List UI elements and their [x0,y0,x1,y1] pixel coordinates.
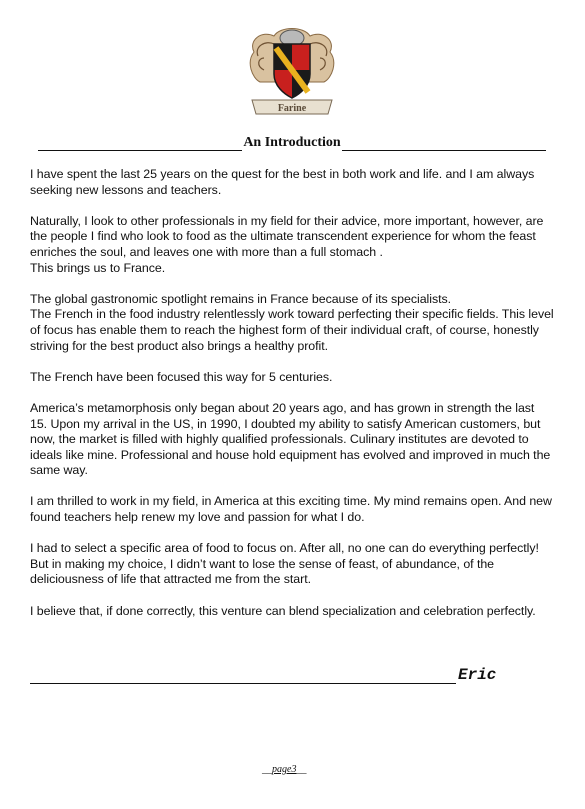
paragraph: I believe that, if done correctly, this venture can blend specialization and celebration perfectly. [30,603,536,618]
signature-name: Eric [458,666,497,684]
paragraph: The global gastronomic spotlight remains in France because of its specialists. The French in the food industry relentlessly work toward perfecting their specific fields. This level of focus has enable them to reach the highest form of their individual craft, of course, honestly striving for the best product also brings a healthy profit. [30,291,554,353]
signature-row [30,664,510,684]
paragraph: The French have been focused this way for 5 centuries. [30,369,333,384]
crest-banner-text: Farine [277,103,307,114]
heading-row [38,133,546,151]
introduction-body [30,167,554,635]
signature-line [30,666,456,684]
farine-crest-logo [244,22,340,118]
paragraph: Naturally, I look to other professionals in my field for their advice, more important, however, are the people I find who look to food as the ultimate transcendent experience for whom the feast enriches the soul, and leaves one with more than a full stomach . This brings us to France. [30,213,544,275]
paragraph: America’s metamorphosis only began about 20 years ago, and has grown in strength the last 15. Upon my arrival in the US, in 1990, I doubted my ability to satisfy American customers, but now, the market is filled with highly qualified professionals. Culinary institutes are devoted to ideals like mine. Professional and house hold equipment has evolved and improved in much the same way. [30,400,551,478]
page-number-label: page3 [272,764,297,775]
paragraph: I had to select a specific area of food to focus on. After all, no one can do everything perfectly! But in making my choice, I didn’t want to lose the sense of feast, of abundance, of the deliciousness of life that attracted me from the start. [30,541,539,587]
heading-rule-right [342,136,546,151]
page-number: __page3__ [262,764,307,775]
paragraph: I am thrilled to work in my field, in America at this exciting time. My mind remains open. And new found teachers help renew my love and passion for what I do. [30,494,552,525]
page-title: An Introduction [243,135,341,150]
heading-rule-left [38,136,242,151]
paragraph: I have spent the last 25 years on the quest for the best in both work and life. and I am always seeking new lessons and teachers. [30,167,535,197]
